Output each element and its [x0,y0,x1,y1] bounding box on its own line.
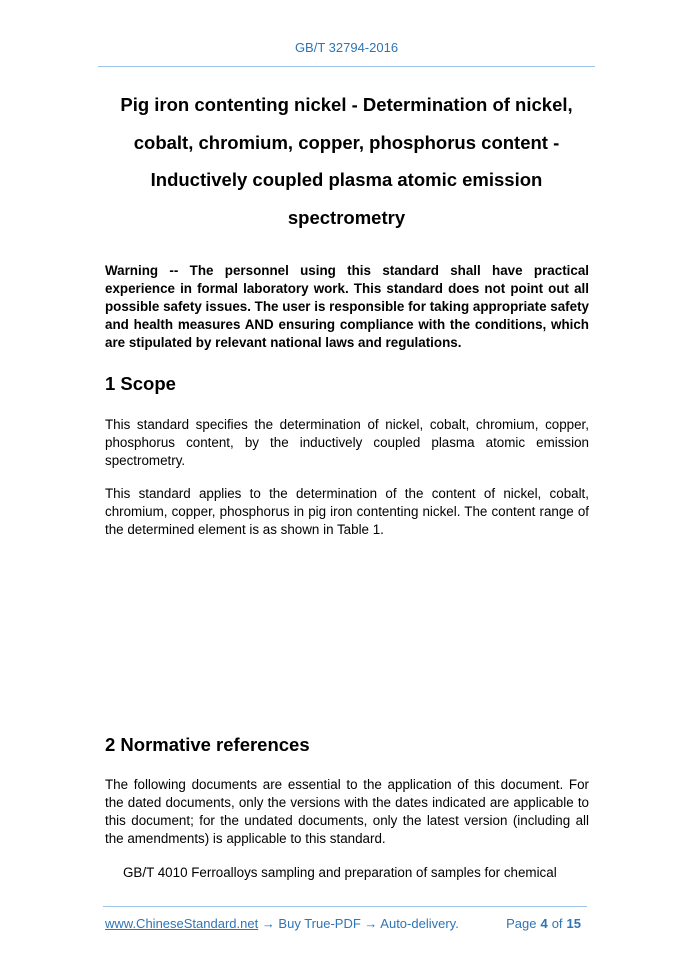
document-title: Pig iron contenting nickel - Determination of nickel, cobalt, chromium, copper, phosphorus content - Inductively coupled plasma atomic emission spectrometry [120,94,573,228]
document-id-header: GB/T 32794-2016 [294,40,399,55]
of-label: of [551,916,563,931]
page-indicator [506,916,585,931]
scope-paragraph-2: This standard applies to the determination of the content of nickel, cobalt, chromium, copper, phosphorus in pig iron contenting nickel. The content range of the determined element is as shown in Table 1. [105,486,589,537]
warning-paragraph: Warning -- The personnel using this standard shall have practical experience in formal laboratory work. This standard does not point out all possible safety issues. The user is responsible for taking appropriate safety and health measures AND ensuring compliance with the conditions, which are stipulated by relevant national laws and regulations. [105,263,589,350]
section-heading-normative-references: 2 Normative references [105,734,310,755]
total-pages: 15 [566,916,581,931]
scope-paragraph-1: This standard specifies the determination of nickel, cobalt, chromium, copper, phosphorus content, by the inductively coupled plasma atomic emission spectrometry. [105,417,589,468]
website-link[interactable]: www.ChineseStandard.net [105,916,259,931]
page-label: Page [506,916,537,931]
section-heading-scope: 1 Scope [105,373,176,394]
references-paragraph: The following documents are essential to the application of this document. For the dated documents, only the versions with the dates indicated are applicable to this document; for the undated documents, only the latest version (including all the amendments) is applicable to this standard. [105,777,589,846]
page-footer [105,916,585,931]
footer-promo [105,916,459,931]
reference-item: GB/T 4010 Ferroalloys sampling and preparation of samples for chemical [123,865,557,880]
footer-divider [103,906,587,907]
header-divider [98,66,595,67]
footer-tagline: → Buy True-PDF → Auto-delivery. [258,916,459,931]
current-page: 4 [540,916,548,931]
